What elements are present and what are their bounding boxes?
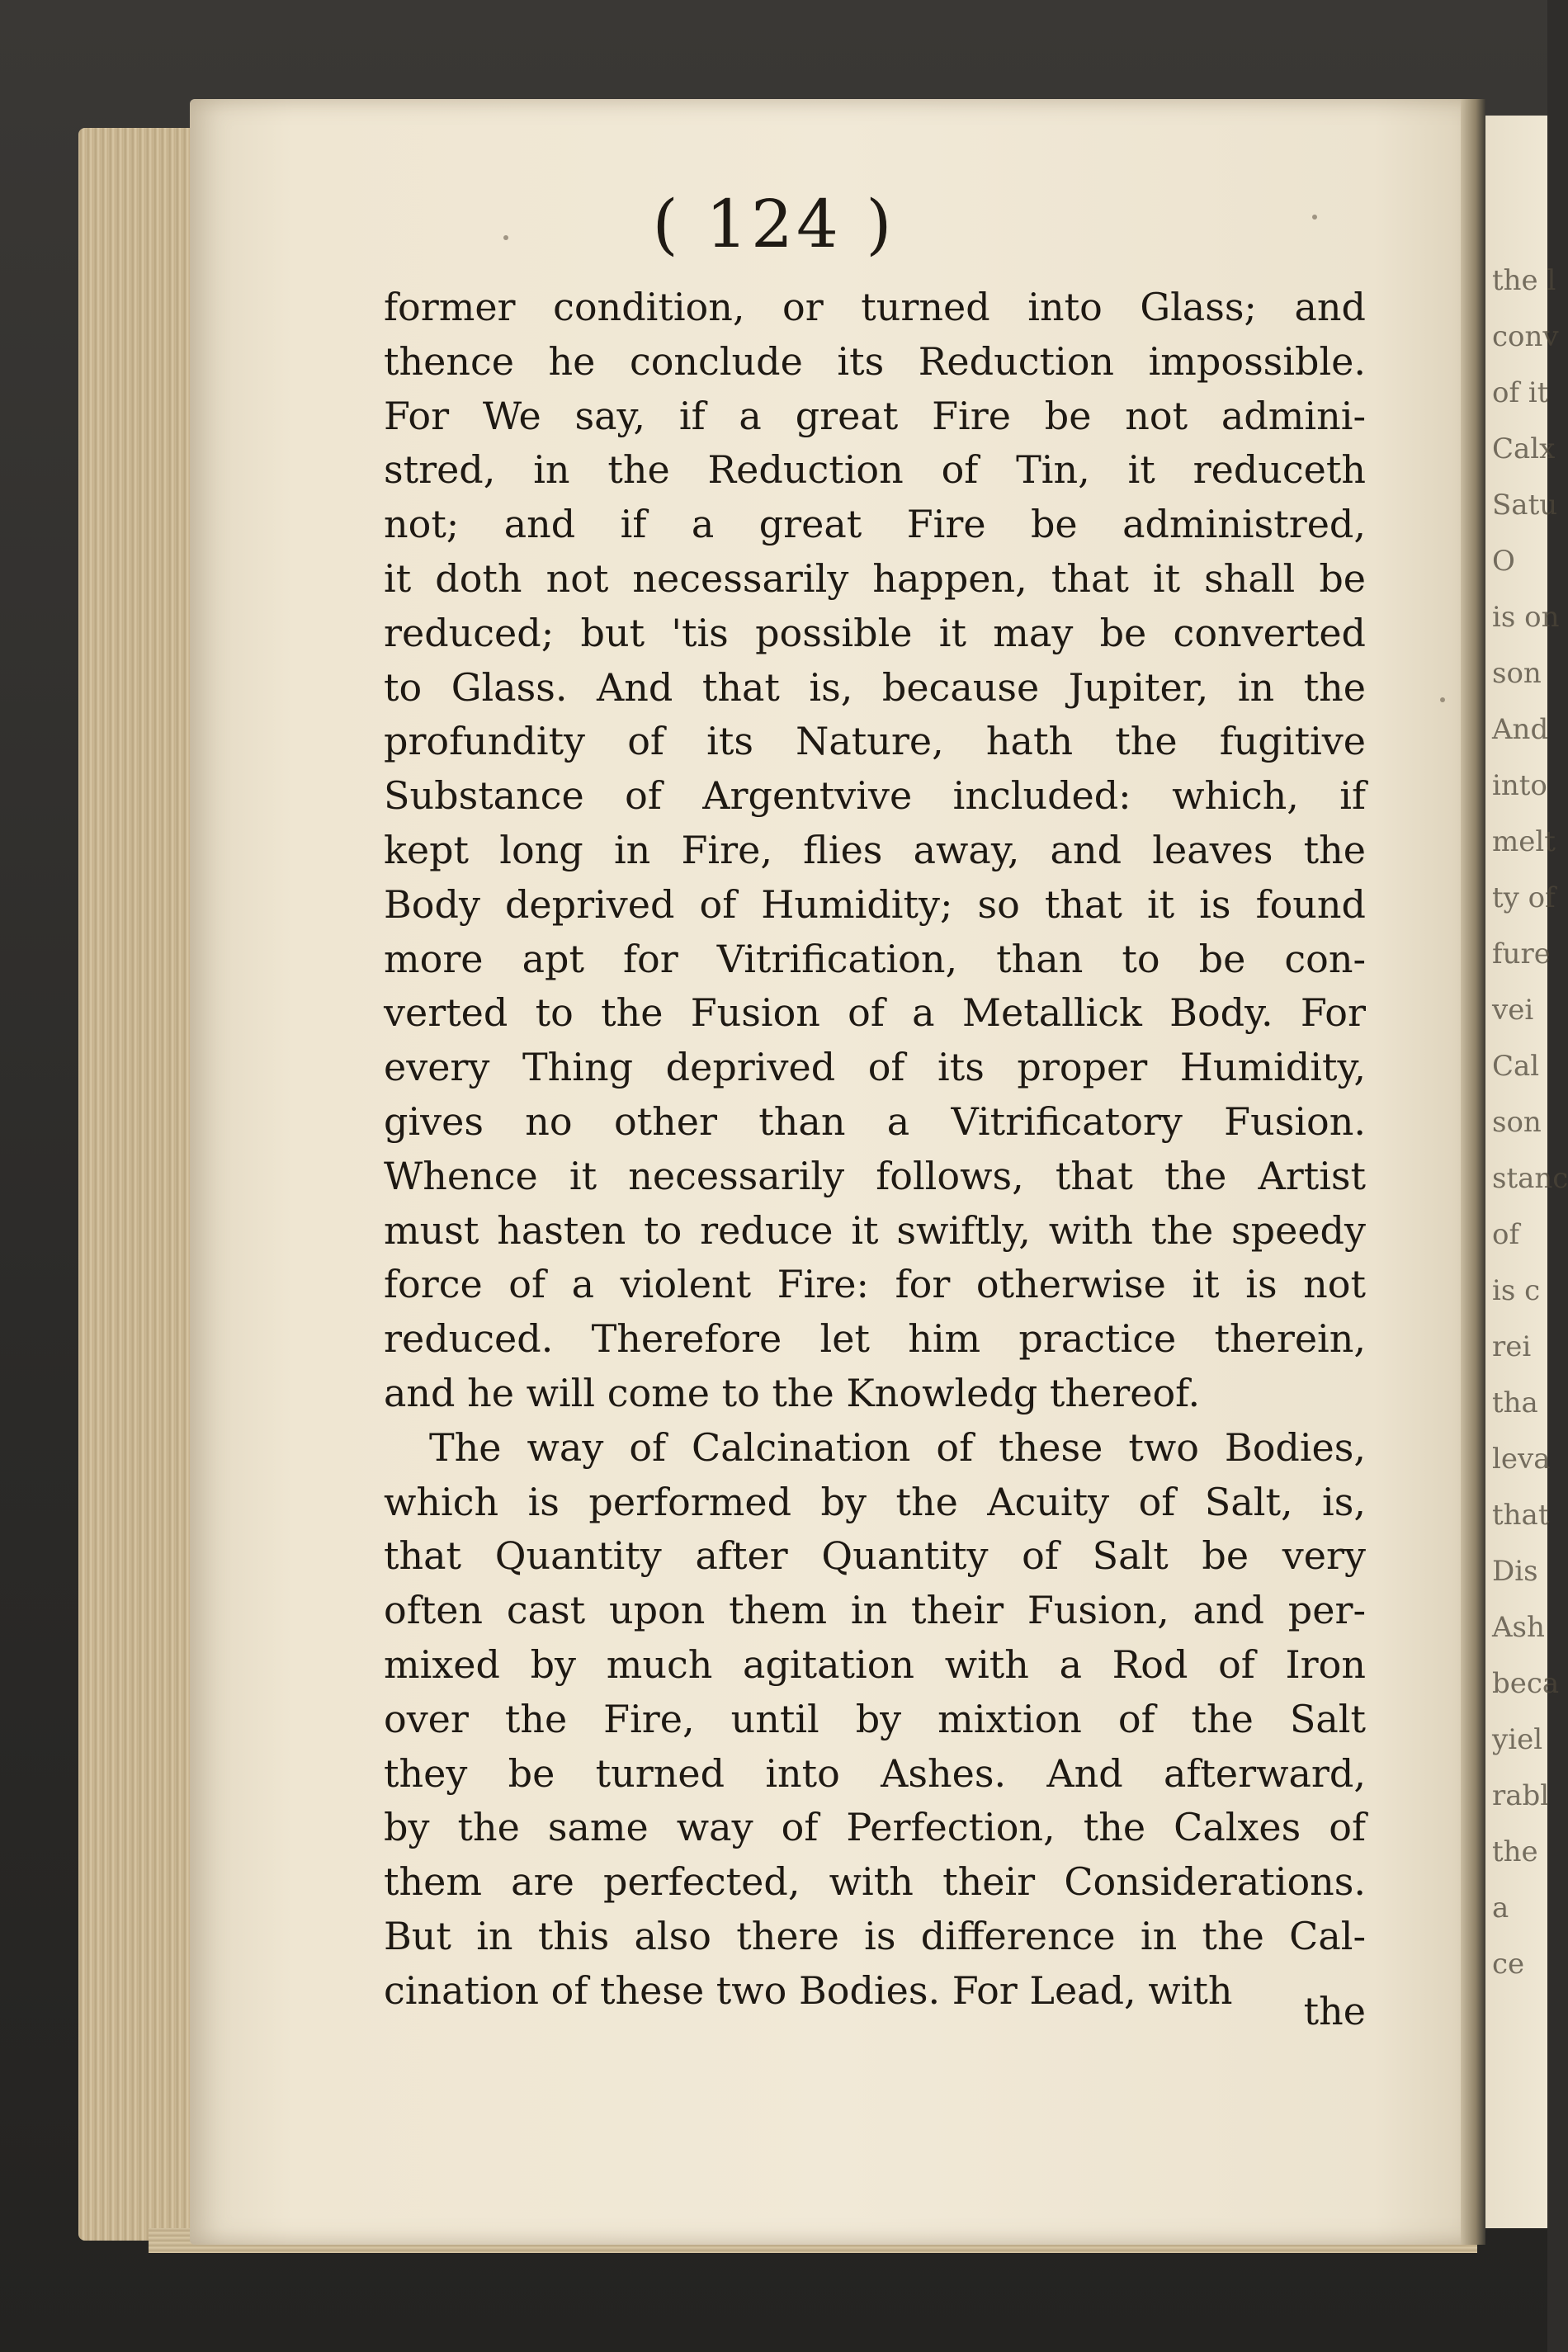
- facing-page-fragment: ty of: [1492, 881, 1556, 914]
- text-line: which is performed by the Acuity of Salt, is,: [384, 1479, 1366, 1524]
- facing-page-fragment: Cal: [1492, 1050, 1540, 1083]
- facing-page-fragment: conv: [1492, 320, 1559, 353]
- text-line: verted to the Fusion of a Metallick Body. For: [384, 990, 1366, 1036]
- text-line: gives no other than a Vitrificatory Fusion.: [384, 1098, 1366, 1144]
- facing-page-fragment: Calx: [1492, 432, 1556, 465]
- page-number: ( 124 ): [652, 186, 895, 262]
- facing-page-fragment: Ash: [1492, 1611, 1545, 1644]
- text-line: and he will come to the Knowledg thereof.: [384, 1370, 1201, 1415]
- text-line: The way of Calcination of these two Bodies,: [429, 1424, 1366, 1470]
- text-line: Substance of Argentvive included: which, if: [384, 773, 1366, 819]
- book-gutter: [1461, 99, 1485, 2245]
- facing-page-fragment: the: [1492, 1835, 1538, 1868]
- text-line: For We say, if a great Fire be not admini-: [384, 393, 1366, 438]
- text-line: Body deprived of Humidity; so that it is found: [384, 881, 1366, 927]
- facing-page-fragment: beca: [1492, 1667, 1560, 1700]
- facing-page-fragment: into: [1492, 769, 1547, 802]
- facing-page-fragment: rabl: [1492, 1779, 1550, 1812]
- text-line: them are perfected, with their Considerations.: [384, 1859, 1366, 1905]
- facing-page-fragment: melt: [1492, 825, 1556, 858]
- facing-page-fragment: fure: [1492, 937, 1551, 971]
- text-line: reduced. Therefore let him practice therein,: [384, 1316, 1366, 1362]
- text-line: kept long in Fire, flies away, and leaves the: [384, 827, 1366, 872]
- margin-speck: [1312, 215, 1317, 220]
- text-line: must hasten to reduce it swiftly, with the speedy: [384, 1207, 1366, 1253]
- facing-page-fragment: son: [1492, 657, 1542, 690]
- text-line: profundity of its Nature, hath the fugitive: [384, 719, 1366, 764]
- facing-page-fragment: O: [1492, 545, 1515, 578]
- text-line: over the Fire, until by mixtion of the Salt: [384, 1696, 1366, 1741]
- text-line: reduced; but 'tis possible it may be converted: [384, 610, 1366, 655]
- margin-speck: [503, 235, 508, 240]
- text-line: that Quantity after Quantity of Salt be very: [384, 1533, 1366, 1579]
- text-line: thence he conclude its Reduction impossible.: [384, 338, 1366, 384]
- text-line: former condition, or turned into Glass; and: [384, 285, 1366, 329]
- text-line: to Glass. And that is, because Jupiter, in the: [384, 664, 1366, 710]
- facing-page-fragment: a: [1492, 1892, 1509, 1925]
- text-line: they be turned into Ashes. And afterward,: [384, 1750, 1366, 1796]
- facing-page-fragment: is on: [1492, 601, 1560, 634]
- body-text: [384, 281, 1366, 2019]
- facing-page-fragment: yiel: [1492, 1723, 1543, 1756]
- catchword: the: [1303, 1989, 1366, 2033]
- text-line: force of a violent Fire: for otherwise it is not: [384, 1262, 1366, 1307]
- facing-page-fragment: stanc: [1492, 1162, 1568, 1195]
- text-line: mixed by much agitation with a Rod of Iron: [384, 1641, 1366, 1687]
- text-line: stred, in the Reduction of Tin, it reduceth: [384, 447, 1366, 493]
- text-line: not; and if a great Fire be administred,: [384, 502, 1366, 547]
- facing-page-fragment: is c: [1492, 1274, 1541, 1307]
- facing-page-fragment: ce: [1492, 1948, 1525, 1981]
- facing-page-fragment: rei: [1492, 1330, 1532, 1363]
- text-line: often cast upon them in their Fusion, and per-: [384, 1588, 1366, 1633]
- text-line: cination of these two Bodies. For Lead, with: [384, 1967, 1233, 2013]
- facing-page-fragment: the l: [1492, 264, 1556, 297]
- text-line: But in this also there is difference in the Cal-: [384, 1913, 1366, 1958]
- text-line: more apt for Vitrification, than to be con-: [384, 936, 1366, 981]
- facing-page-fragment: vei: [1492, 994, 1534, 1027]
- facing-page-fragment: And: [1492, 713, 1549, 746]
- text-line: it doth not necessarily happen, that it shall be: [384, 555, 1366, 601]
- text-line: Whence it necessarily follows, that the Artist: [384, 1153, 1366, 1198]
- facing-page-fragment: Satu: [1492, 489, 1558, 522]
- facing-page: [1485, 116, 1568, 2228]
- facing-page-fragment: of: [1492, 1218, 1520, 1251]
- margin-speck: [1440, 697, 1445, 702]
- facing-page-fragment: son: [1492, 1106, 1542, 1139]
- text-line: every Thing deprived of its proper Humidity,: [384, 1045, 1366, 1090]
- facing-page-fragment: that: [1492, 1499, 1550, 1532]
- facing-page-fragment: tha: [1492, 1386, 1538, 1419]
- facing-page-fragment: leva: [1492, 1443, 1551, 1476]
- facing-page-fragment: Dis: [1492, 1555, 1538, 1588]
- page-edges-left: [78, 128, 202, 2241]
- facing-page-fragment: of it: [1492, 376, 1549, 409]
- text-line: by the same way of Perfection, the Calxes of: [384, 1805, 1366, 1850]
